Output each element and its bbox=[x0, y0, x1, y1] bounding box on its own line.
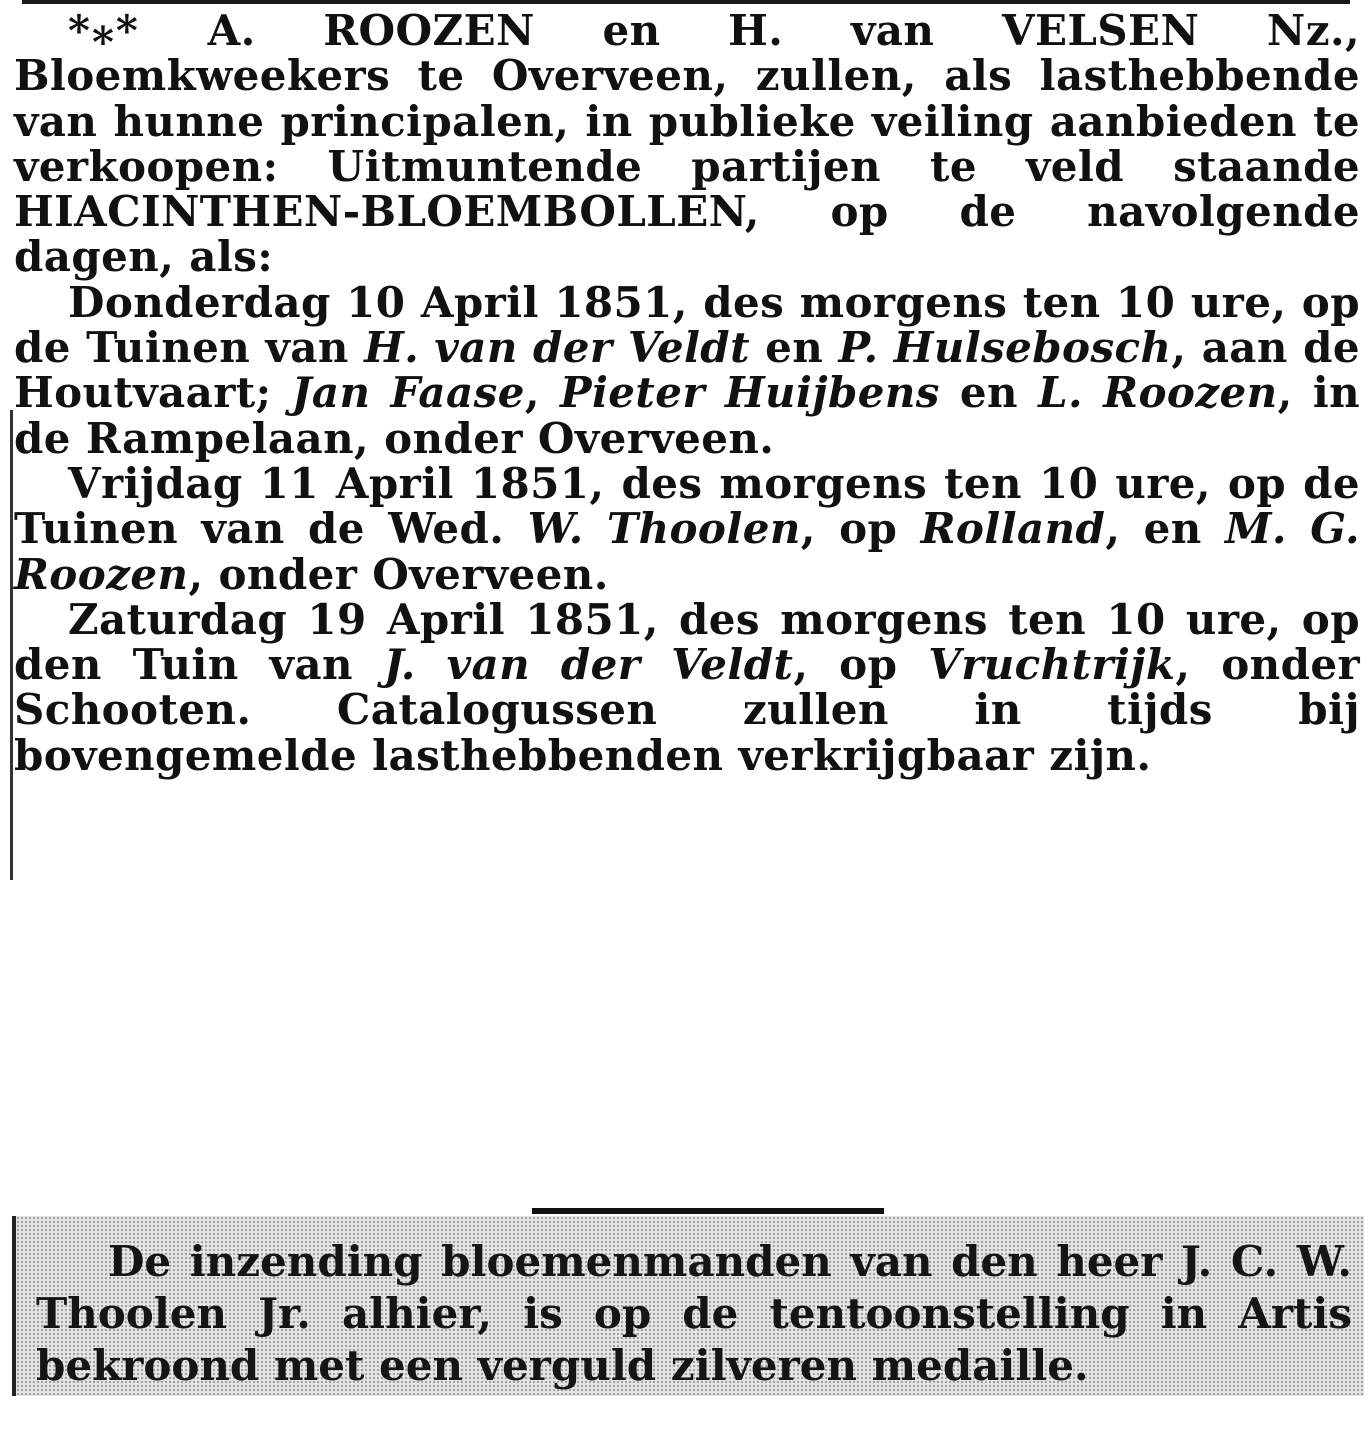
notice-paragraph-1 bbox=[14, 8, 1360, 280]
text-run: en bbox=[939, 368, 1039, 418]
place-name: Rolland bbox=[920, 504, 1106, 554]
person-name: H. van der Veldt bbox=[364, 323, 750, 373]
person-name: L. Roozen bbox=[1038, 368, 1278, 418]
asterism: *⁎* bbox=[68, 6, 140, 55]
text-run: , bbox=[524, 368, 560, 418]
text-run: , onder Schooten. Catalogussen zullen in tijds bij bovengemelde lasthebbenden verkrijgbaar zijn. bbox=[14, 640, 1361, 780]
text-run: , aan de Houtvaart; bbox=[14, 323, 1360, 418]
person-name: P. Hulsebosch bbox=[838, 323, 1172, 373]
place-name: Vruchtrijk bbox=[928, 640, 1176, 690]
notice-paragraph-2 bbox=[14, 277, 1361, 463]
text-run: , onder Overveen. bbox=[188, 549, 609, 599]
column-edge bbox=[12, 1216, 16, 1396]
section-divider bbox=[532, 1208, 884, 1214]
notice-paragraph-3 bbox=[14, 458, 1361, 599]
text-run: , in de Rampelaan, onder Overveen. bbox=[14, 368, 1361, 463]
person-name: Jan Faase bbox=[291, 368, 525, 418]
text-run: , op bbox=[800, 504, 921, 554]
person-name: Pieter Huijbens bbox=[559, 368, 940, 418]
person-name: M. G. Roozen bbox=[14, 504, 1361, 599]
text-run: , en bbox=[1105, 504, 1226, 554]
medal-notice-text: De inzending bloemenmanden van den heer J. C. W. Thoolen Jr. alhier, is op de tentoonstelling in Artis bekroond met een verguld zilveren medaille. bbox=[36, 1237, 1352, 1390]
notice-paragraph-4 bbox=[14, 594, 1361, 780]
text-run: en bbox=[749, 323, 839, 373]
medal-notice-body bbox=[36, 1236, 1352, 1392]
text-run: Vrijdag 11 April 1851, des morgens ten 10 ure, op de Tuinen van de Wed. bbox=[14, 458, 1360, 554]
column-edge bbox=[10, 410, 13, 880]
person-name: W. Thoolen bbox=[527, 504, 801, 554]
auction-notice bbox=[14, 8, 1360, 778]
text-run: , op bbox=[793, 640, 929, 690]
text-run: Donderdag 10 April 1851, des morgens ten 10 ure, op de Tuinen van bbox=[14, 277, 1360, 373]
medal-notice bbox=[12, 1216, 1364, 1396]
person-name: J. van der Veldt bbox=[383, 640, 794, 690]
notice-intro-text: A. ROOZEN en H. van VELSEN Nz., Bloemkweekers te Overveen, zullen, als lasthebbende van hunne principalen, in publieke veiling aanbieden te verkoopen: Uitmuntende partijen te veld staande HIACINTHEN-BLOEMBOLLEN, op de navolgende dagen, als: bbox=[14, 6, 1360, 282]
text-run: Zaturdag 19 April 1851, des morgens ten 10 ure, op den Tuin van bbox=[14, 594, 1360, 690]
top-rule bbox=[22, 0, 1350, 4]
